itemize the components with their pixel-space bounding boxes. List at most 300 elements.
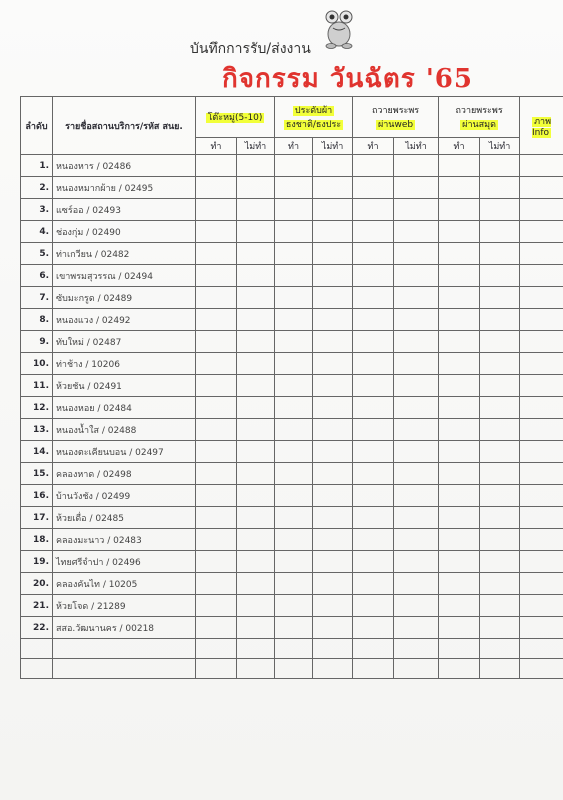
table-row <box>21 375 563 397</box>
subheader-done: ทำ <box>439 138 480 155</box>
facility-name: หนองแวง / 02492 <box>53 309 196 331</box>
status-cell <box>480 463 520 485</box>
row-number: 2. <box>21 177 53 199</box>
status-cell <box>196 199 237 221</box>
status-cell <box>394 551 439 573</box>
col-index-header: ลำดับ <box>21 97 53 155</box>
status-cell <box>520 617 563 639</box>
status-cell <box>394 485 439 507</box>
status-cell <box>480 243 520 265</box>
status-cell <box>196 265 237 287</box>
empty-cell <box>275 659 313 679</box>
status-cell <box>480 441 520 463</box>
status-cell <box>196 243 237 265</box>
table-row <box>21 243 563 265</box>
status-cell <box>520 309 563 331</box>
status-cell <box>394 397 439 419</box>
status-cell <box>275 573 313 595</box>
status-cell <box>313 331 353 353</box>
status-cell <box>196 155 237 177</box>
status-cell <box>394 419 439 441</box>
table-row <box>21 199 563 221</box>
status-cell <box>520 353 563 375</box>
status-cell <box>313 507 353 529</box>
table-row <box>21 177 563 199</box>
status-cell <box>480 485 520 507</box>
facility-name: ห้วยเดื่อ / 02485 <box>53 507 196 529</box>
row-number: 10. <box>21 353 53 375</box>
status-cell <box>196 221 237 243</box>
status-cell <box>196 309 237 331</box>
status-cell <box>480 309 520 331</box>
status-cell <box>313 595 353 617</box>
empty-cell <box>353 659 394 679</box>
status-cell <box>313 419 353 441</box>
status-cell <box>237 265 275 287</box>
status-cell <box>237 595 275 617</box>
table-row <box>21 331 563 353</box>
status-cell <box>196 375 237 397</box>
group-label: ประดับผ้า <box>294 106 333 116</box>
status-cell <box>313 221 353 243</box>
status-cell <box>394 595 439 617</box>
status-cell <box>275 287 313 309</box>
row-number: 12. <box>21 397 53 419</box>
status-cell <box>237 573 275 595</box>
status-cell <box>353 419 394 441</box>
status-cell <box>480 551 520 573</box>
facility-name: ทับใหม่ / 02487 <box>53 331 196 353</box>
status-cell <box>439 177 480 199</box>
table-row <box>21 353 563 375</box>
status-cell <box>520 331 563 353</box>
status-cell <box>237 441 275 463</box>
status-cell <box>196 507 237 529</box>
status-cell <box>313 441 353 463</box>
status-cell <box>394 507 439 529</box>
status-cell <box>196 397 237 419</box>
status-cell <box>353 243 394 265</box>
status-cell <box>394 617 439 639</box>
row-number: 8. <box>21 309 53 331</box>
facility-name: สสอ.วัฒนานคร / 00218 <box>53 617 196 639</box>
row-number: 1. <box>21 155 53 177</box>
group-header <box>275 97 353 138</box>
status-cell <box>353 551 394 573</box>
status-cell <box>196 617 237 639</box>
status-cell <box>439 287 480 309</box>
table-row <box>21 507 563 529</box>
row-number: 5. <box>21 243 53 265</box>
status-cell <box>439 529 480 551</box>
status-cell <box>439 419 480 441</box>
status-cell <box>237 331 275 353</box>
facility-name: หนองหมากผ้าย / 02495 <box>53 177 196 199</box>
status-cell <box>520 177 563 199</box>
status-cell <box>353 529 394 551</box>
status-cell <box>353 353 394 375</box>
status-cell <box>275 551 313 573</box>
status-cell <box>196 419 237 441</box>
facility-name: คลองหาด / 02498 <box>53 463 196 485</box>
status-cell <box>394 243 439 265</box>
status-cell <box>353 617 394 639</box>
facility-name: บ้านวังชัง / 02499 <box>53 485 196 507</box>
status-cell <box>196 463 237 485</box>
row-number: 16. <box>21 485 53 507</box>
status-cell <box>394 529 439 551</box>
table-row <box>21 419 563 441</box>
activity-subtitle: กิจกรรม วันฉัตร '65 <box>222 64 473 94</box>
status-cell <box>313 551 353 573</box>
table-row <box>21 397 563 419</box>
status-cell <box>275 199 313 221</box>
table-row <box>21 463 563 485</box>
status-cell <box>353 485 394 507</box>
status-cell <box>520 419 563 441</box>
status-cell <box>237 507 275 529</box>
empty-cell <box>53 659 196 679</box>
table-row <box>21 221 563 243</box>
status-cell <box>313 397 353 419</box>
status-cell <box>353 573 394 595</box>
status-cell <box>439 199 480 221</box>
table-row <box>21 441 563 463</box>
empty-row <box>21 639 563 659</box>
status-cell <box>275 353 313 375</box>
status-cell <box>520 441 563 463</box>
empty-cell <box>394 639 439 659</box>
status-cell <box>237 221 275 243</box>
table-row <box>21 287 563 309</box>
status-cell <box>520 463 563 485</box>
status-cell <box>313 573 353 595</box>
row-number: 21. <box>21 595 53 617</box>
status-cell <box>353 331 394 353</box>
status-cell <box>275 441 313 463</box>
status-cell <box>275 595 313 617</box>
table-row <box>21 309 563 331</box>
status-cell <box>275 485 313 507</box>
status-cell <box>313 287 353 309</box>
status-cell <box>439 375 480 397</box>
status-cell <box>520 573 563 595</box>
group-header <box>196 97 275 138</box>
subheader-done: ทำ <box>353 138 394 155</box>
facility-name: แซร์ออ / 02493 <box>53 199 196 221</box>
group-label-line2: ผ่านสมุด <box>462 120 496 130</box>
facility-name: หนองน้ำใส / 02488 <box>53 419 196 441</box>
status-cell <box>275 507 313 529</box>
status-cell <box>520 221 563 243</box>
status-cell <box>520 529 563 551</box>
group-label-line2: ผ่านweb <box>377 120 414 130</box>
status-cell <box>480 617 520 639</box>
status-cell <box>520 551 563 573</box>
status-cell <box>275 529 313 551</box>
status-cell <box>353 441 394 463</box>
status-cell <box>353 265 394 287</box>
status-cell <box>275 375 313 397</box>
row-number: 15. <box>21 463 53 485</box>
status-cell <box>196 353 237 375</box>
status-cell <box>237 155 275 177</box>
status-cell <box>520 485 563 507</box>
status-cell <box>394 573 439 595</box>
status-cell <box>313 309 353 331</box>
facility-name: คลองมะนาว / 02483 <box>53 529 196 551</box>
status-cell <box>394 199 439 221</box>
facility-name: หนองตะเคียนบอน / 02497 <box>53 441 196 463</box>
status-cell <box>196 595 237 617</box>
empty-cell <box>439 659 480 679</box>
group-label-line2: ธงชาติ/ธงประ <box>285 120 342 130</box>
status-cell <box>480 595 520 617</box>
status-cell <box>237 551 275 573</box>
status-cell <box>480 507 520 529</box>
status-cell <box>394 375 439 397</box>
status-cell <box>520 507 563 529</box>
status-cell <box>394 309 439 331</box>
facility-name: ท่าเกวียน / 02482 <box>53 243 196 265</box>
row-number: 20. <box>21 573 53 595</box>
status-cell <box>439 573 480 595</box>
status-cell <box>353 177 394 199</box>
status-cell <box>275 265 313 287</box>
empty-cell <box>196 639 237 659</box>
status-cell <box>394 353 439 375</box>
status-cell <box>439 463 480 485</box>
status-cell <box>480 573 520 595</box>
table-row <box>21 529 563 551</box>
row-number: 19. <box>21 551 53 573</box>
empty-cell <box>237 639 275 659</box>
status-cell <box>480 155 520 177</box>
facility-name: ห้วยชัน / 02491 <box>53 375 196 397</box>
empty-cell <box>53 639 196 659</box>
status-cell <box>353 463 394 485</box>
status-cell <box>353 397 394 419</box>
empty-cell <box>480 659 520 679</box>
status-cell <box>196 485 237 507</box>
table-row <box>21 265 563 287</box>
status-cell <box>439 551 480 573</box>
status-cell <box>275 397 313 419</box>
status-cell <box>520 155 563 177</box>
document-title: บันทึกการรับ/ส่งงาน <box>190 41 311 57</box>
status-cell <box>353 155 394 177</box>
subheader-done: ทำ <box>196 138 237 155</box>
status-cell <box>439 507 480 529</box>
empty-cell <box>480 639 520 659</box>
status-cell <box>353 507 394 529</box>
empty-cell <box>439 639 480 659</box>
status-cell <box>480 265 520 287</box>
empty-cell <box>196 659 237 679</box>
status-cell <box>313 177 353 199</box>
subheader-not-done: ไม่ทำ <box>394 138 439 155</box>
status-cell <box>313 243 353 265</box>
group-label: โต๊ะหมู่(5-10) <box>207 113 263 123</box>
row-number: 7. <box>21 287 53 309</box>
status-cell <box>275 419 313 441</box>
status-cell <box>237 529 275 551</box>
facility-name: ไทยศรีจำปา / 02496 <box>53 551 196 573</box>
table-row <box>21 155 563 177</box>
status-cell <box>313 485 353 507</box>
table-row <box>21 617 563 639</box>
status-cell <box>196 551 237 573</box>
status-cell <box>394 331 439 353</box>
status-cell <box>237 397 275 419</box>
status-cell <box>313 463 353 485</box>
facility-name: หนองหาร / 02486 <box>53 155 196 177</box>
info-label: ภาพ Info <box>532 116 552 138</box>
status-cell <box>237 485 275 507</box>
facility-name: ท่าช้าง / 10206 <box>53 353 196 375</box>
status-cell <box>196 287 237 309</box>
table-row <box>21 595 563 617</box>
status-cell <box>275 309 313 331</box>
empty-cell <box>313 639 353 659</box>
status-cell <box>237 375 275 397</box>
facility-name: ซับมะกรูด / 02489 <box>53 287 196 309</box>
status-cell <box>275 463 313 485</box>
status-cell <box>394 463 439 485</box>
row-number: 22. <box>21 617 53 639</box>
status-cell <box>394 441 439 463</box>
status-cell <box>480 331 520 353</box>
status-cell <box>237 309 275 331</box>
status-cell <box>439 617 480 639</box>
facility-name: เขาพรมสุวรรณ / 02494 <box>53 265 196 287</box>
status-cell <box>394 155 439 177</box>
facility-name: ห้วยโจด / 21289 <box>53 595 196 617</box>
status-cell <box>237 617 275 639</box>
status-cell <box>520 243 563 265</box>
status-cell <box>439 595 480 617</box>
status-cell <box>439 221 480 243</box>
status-cell <box>313 155 353 177</box>
status-cell <box>353 375 394 397</box>
status-cell <box>237 243 275 265</box>
status-cell <box>237 353 275 375</box>
row-number: 13. <box>21 419 53 441</box>
status-cell <box>439 441 480 463</box>
status-cell <box>313 199 353 221</box>
row-number: 18. <box>21 529 53 551</box>
status-cell <box>480 529 520 551</box>
subheader-not-done: ไม่ทำ <box>313 138 353 155</box>
status-cell <box>394 177 439 199</box>
empty-cell <box>353 639 394 659</box>
col-name-header: รายชื่อสถานบริการ/รหัส สนย. <box>53 97 196 155</box>
empty-cell <box>21 659 53 679</box>
status-cell <box>275 221 313 243</box>
empty-row <box>21 659 563 679</box>
status-cell <box>196 573 237 595</box>
status-cell <box>237 463 275 485</box>
empty-cell <box>394 659 439 679</box>
status-cell <box>480 419 520 441</box>
row-number: 3. <box>21 199 53 221</box>
status-cell <box>480 375 520 397</box>
status-cell <box>439 243 480 265</box>
status-cell <box>196 177 237 199</box>
status-cell <box>275 177 313 199</box>
status-cell <box>237 177 275 199</box>
status-cell <box>480 177 520 199</box>
status-cell <box>275 331 313 353</box>
row-number: 4. <box>21 221 53 243</box>
frog-logo-icon <box>322 8 356 50</box>
info-col-header <box>520 97 563 155</box>
status-cell <box>439 265 480 287</box>
status-cell <box>439 155 480 177</box>
group-header <box>439 97 520 138</box>
empty-cell <box>275 639 313 659</box>
group-label: ถวายพระพร <box>371 106 420 116</box>
facility-name: หนองหอย / 02484 <box>53 397 196 419</box>
status-cell <box>480 353 520 375</box>
group-header <box>353 97 439 138</box>
status-cell <box>313 265 353 287</box>
status-cell <box>480 221 520 243</box>
status-cell <box>353 595 394 617</box>
status-cell <box>439 353 480 375</box>
status-cell <box>237 199 275 221</box>
status-cell <box>520 199 563 221</box>
row-number: 9. <box>21 331 53 353</box>
empty-cell <box>237 659 275 679</box>
status-cell <box>275 155 313 177</box>
status-cell <box>439 331 480 353</box>
subheader-not-done: ไม่ทำ <box>237 138 275 155</box>
status-cell <box>353 287 394 309</box>
subheader-not-done: ไม่ทำ <box>480 138 520 155</box>
status-cell <box>520 397 563 419</box>
status-cell <box>196 331 237 353</box>
status-cell <box>520 375 563 397</box>
status-cell <box>237 419 275 441</box>
empty-cell <box>520 639 563 659</box>
status-cell <box>275 617 313 639</box>
facility-name: คลองคันไท / 10205 <box>53 573 196 595</box>
status-cell <box>313 529 353 551</box>
status-cell <box>313 353 353 375</box>
subheader-done: ทำ <box>275 138 313 155</box>
status-cell <box>313 617 353 639</box>
status-cell <box>439 397 480 419</box>
status-cell <box>394 287 439 309</box>
status-cell <box>353 221 394 243</box>
empty-cell <box>520 659 563 679</box>
table-row <box>21 573 563 595</box>
status-cell <box>275 243 313 265</box>
status-cell <box>520 287 563 309</box>
status-cell <box>394 265 439 287</box>
status-cell <box>480 287 520 309</box>
status-cell <box>353 199 394 221</box>
status-cell <box>353 309 394 331</box>
status-cell <box>480 199 520 221</box>
empty-cell <box>313 659 353 679</box>
status-cell <box>394 221 439 243</box>
table-row <box>21 551 563 573</box>
status-cell <box>196 529 237 551</box>
record-table <box>20 96 563 679</box>
status-cell <box>196 441 237 463</box>
